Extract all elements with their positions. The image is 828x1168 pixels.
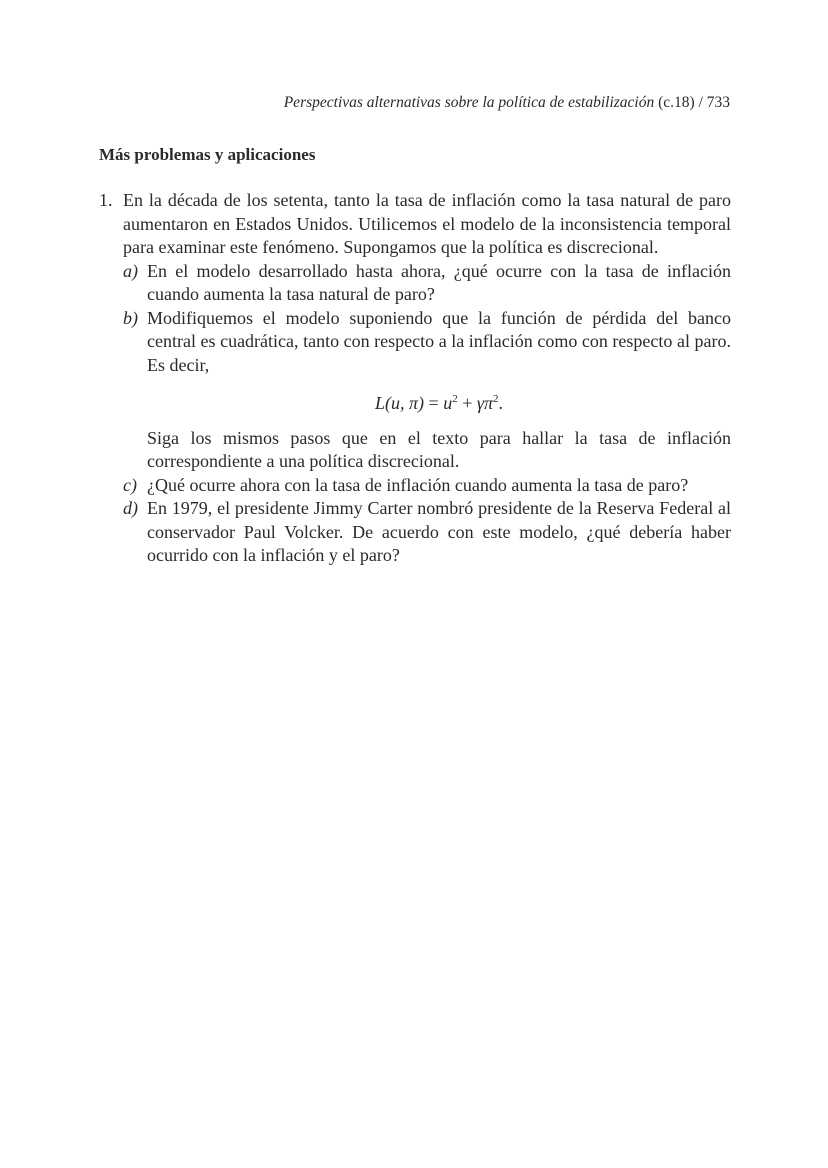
problem-number: 1. xyxy=(99,190,113,210)
equation-period: . xyxy=(498,393,503,413)
equation-term2-base: γπ xyxy=(476,393,493,413)
part-c-label: c) xyxy=(123,474,137,495)
part-a-label: a) xyxy=(123,260,138,281)
part-c xyxy=(123,474,731,498)
part-b-text: Modifiquemos el modelo suponiendo que la función de pérdida del banco central es cuadrática, tanto con respecto a la inflación como con respecto al paro. Es decir, xyxy=(147,307,731,375)
equation-lhs: L(u, π) xyxy=(375,393,425,413)
equation-term1-base: u xyxy=(443,393,453,413)
header-title: Perspectivas alternativas sobre la política de estabilización xyxy=(283,94,655,111)
part-a-text: En el modelo desarrollado hasta ahora, ¿qué ocurre con la tasa de inflación cuando aumenta la tasa natural de paro? xyxy=(147,260,731,304)
part-a xyxy=(123,260,731,307)
equation-term1-exponent: 2 xyxy=(452,393,458,405)
part-c-text: ¿Qué ocurre ahora con la tasa de inflación cuando aumenta la tasa de paro? xyxy=(147,474,689,495)
part-b xyxy=(123,307,731,474)
header-chapter: (c.18) xyxy=(658,94,695,111)
page-number: 733 xyxy=(706,94,730,111)
running-header xyxy=(284,94,730,112)
part-d-label: d) xyxy=(123,498,138,518)
part-d-text: En 1979, el presidente Jimmy Carter nombró presidente de la Reserva Federal al conservador Paul Volcker. De acuerdo con este modelo, ¿qué debería haber ocurrido con la inflación y el paro? xyxy=(147,498,731,565)
loss-function-equation xyxy=(147,392,731,416)
header-separator: / xyxy=(698,94,703,111)
part-d xyxy=(123,497,731,568)
part-b-label: b) xyxy=(123,307,138,328)
equation-equals: = xyxy=(428,393,439,413)
equation-plus: + xyxy=(462,393,473,413)
problem-intro: En la década de los setenta, tanto la tasa de inflación como la tasa natural de paro aumentaron en Estados Unidos. Utilicemos el modelo de la inconsistencia temporal para examinar este fenómeno. Supongamos que la política es discrecional. xyxy=(123,190,731,257)
problem-1 xyxy=(99,189,731,568)
problem-parts xyxy=(123,260,731,568)
equation-term2-exponent: 2 xyxy=(492,393,499,405)
part-b-instructions: Siga los mismos pasos que en el texto para hallar la tasa de inflación correspondiente a una política discrecional. xyxy=(147,427,731,471)
section-title: Más problemas y aplicaciones xyxy=(99,145,316,164)
